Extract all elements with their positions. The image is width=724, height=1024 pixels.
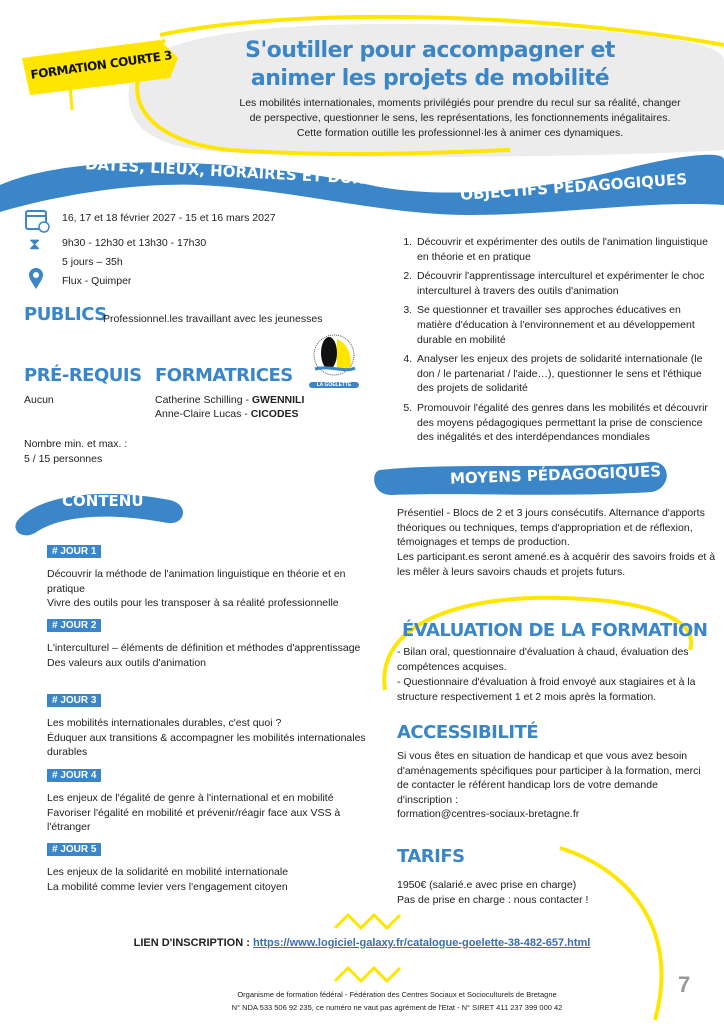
banner-objectifs: OBJECTIFS PÉDAGOGIQUES — [459, 170, 688, 204]
jour-badge: # JOUR 2 — [47, 619, 101, 632]
jour-line: Des valeurs aux outils d'animation — [47, 656, 207, 669]
intro-line-2: de perspective, questionner le sens, les représentations, les fonctionnements inégalitaires. — [249, 112, 671, 124]
horaires-text: 9h30 - 12h30 et 13h30 - 17h30 — [62, 237, 207, 249]
jour-line: Vivre des outils pour les transposer à sa réalité professionnelle — [47, 597, 339, 610]
jour-3 — [47, 690, 372, 760]
banner-dates: DATES, LIEUX, HORAIRES ET DURÉE — [84, 155, 385, 189]
moyens-text-2: Les participant.es seront amené.es à acquérir des savoirs froids et à les mêler à leurs savoirs chauds et projets futurs. — [397, 551, 716, 578]
publics-heading: PUBLICS — [24, 304, 107, 325]
objectif-item: 4. Analyser les enjeux des projets de solidarité internationale (le don / le partenariat / l'aide…), questionner le sens et l'éthique des projets de solidarité — [415, 352, 717, 396]
accessibilite-heading: ACCESSIBILITÉ — [397, 722, 539, 743]
formatrice-name: Catherine Schilling - — [155, 394, 252, 406]
page-title-line-1: S'outiller pour accompagner et — [245, 38, 615, 63]
evaluation-item-1: - Bilan oral, questionnaire d'évaluation à chaud, évaluation des compétences acquises. — [397, 646, 689, 673]
jour-line: Les mobilités internationales durables, c'est quoi ? — [47, 717, 282, 729]
logo-label: LA GOELETTE — [309, 382, 359, 388]
footer-line-1: Organisme de formation fédéral - Fédération des Centres Sociaux et Socioculturels de Bretagne — [237, 990, 557, 999]
jour-1 — [47, 541, 372, 611]
tarif-line-2: Pas de prise en charge : nous contacter ! — [397, 894, 589, 906]
prerequis-heading: PRÉ-REQUIS — [24, 365, 142, 386]
hourglass-icon: ⧗ — [29, 236, 41, 253]
intro-line-3: Cette formation outille les professionnel·les à animer ces dynamiques. — [296, 127, 624, 139]
page-title-line-2: animer les projets de mobilité — [250, 66, 610, 91]
jour-line: La mobilité comme levier vers l'engagement citoyen — [47, 880, 288, 893]
prerequis-text: Aucun — [24, 394, 54, 406]
effectif-value: 5 / 15 personnes — [24, 453, 103, 465]
lieu-text: Flux - Quimper — [62, 275, 132, 287]
formatrices-heading: FORMATRICES — [155, 365, 293, 386]
jour-4 — [47, 765, 372, 835]
formation-tag: FORMATION COURTE 3 — [29, 48, 173, 82]
jour-line: Les enjeux de l'égalité de genre à l'international et en mobilité — [47, 792, 334, 804]
calendar-icon — [24, 207, 50, 238]
effectif-label: Nombre min. et max. : — [24, 438, 128, 450]
inscription-label: LIEN D'INSCRIPTION : — [133, 937, 253, 949]
objectif-item: 5. Promouvoir l'égalité des genres dans les mobilités et découvrir des moyens pédagogiques permettant la prise de conscience des inégalités et des interdépendances mondiales — [415, 401, 717, 445]
formatrice-1 — [155, 393, 304, 408]
objectif-item: 2. Découvrir l'apprentissage interculturel et expérimenter le choc interculturel à travers des outils d'animation — [415, 269, 717, 298]
formatrice-name: Anne-Claire Lucas - — [155, 408, 251, 420]
jour-line: Favoriser l'égalité en mobilité et prévenir/réagir face aux VSS à l'étranger — [47, 806, 341, 834]
banner-moyens: MOYENS PÉDAGOGIQUES — [449, 462, 662, 488]
jour-badge: # JOUR 5 — [47, 843, 101, 856]
la-goelette-logo — [305, 333, 363, 388]
banner-contenu: CONTENU — [62, 492, 144, 510]
inscription-row — [0, 937, 724, 949]
objectif-item: 1. Découvrir et expérimenter des outils de l'animation linguistique en théorie et en pratique — [415, 235, 717, 264]
evaluation-heading: ÉVALUATION DE LA FORMATION — [402, 620, 708, 641]
formatrice-org: CICODES — [250, 408, 299, 420]
moyens-text-1: Présentiel - Blocs de 2 et 3 jours consécutifs. Alternance d'apports théoriques ou techniques, temps d'appropriation et de réflexion, témoignages et temps de production. — [397, 507, 705, 549]
jour-badge: # JOUR 4 — [47, 769, 101, 782]
accessibilite-email[interactable]: formation@centres-sociaux-bretagne.fr — [397, 808, 580, 820]
accessibilite-text: Si vous êtes en situation de handicap et que vous avez besoin d'aménagements spécifiques pour participer à la formation, merci de contacter le référent handicap lors de votre demande d'inscription : — [397, 750, 701, 806]
jour-2 — [47, 615, 372, 670]
evaluation-item-2: - Questionnaire d'évaluation à froid envoyé aux stagiaires et à la structure respectivement 1 et 2 mois après la formation. — [397, 676, 696, 703]
intro-line-1: Les mobilités internationales, moments privilégiés pour prendre du recul sur sa réalité, changer — [239, 97, 681, 109]
jour-line: L'interculturel – éléments de définition et méthodes d'apprentissage — [47, 642, 361, 654]
jour-line: Découvrir la méthode de l'animation linguistique en théorie et en pratique — [47, 568, 346, 595]
jour-line: Les enjeux de la solidarité en mobilité internationale — [47, 866, 289, 878]
jour-badge: # JOUR 1 — [47, 545, 101, 558]
jour-line: Éduquer aux transitions & accompagner les mobilités internationales durables — [47, 731, 366, 759]
jour-badge: # JOUR 3 — [47, 694, 101, 707]
formatrice-org: GWENNILI — [251, 394, 305, 406]
publics-text: Professionnel.les travaillant avec les jeunesses — [103, 313, 323, 325]
dates-text: 16, 17 et 18 février 2027 - 15 et 16 mars 2027 — [62, 212, 276, 224]
duree-text: 5 jours – 35h — [62, 256, 123, 268]
page-number: 7 — [678, 972, 691, 997]
tarif-line-1: 1950€ (salarié.e avec prise en charge) — [397, 879, 577, 891]
footer-line-2: N° NDA 533 506 92 235, ce numéro ne vaut pas agrément de l'Etat - N° SIRET 411 237 399 000 42 — [231, 1003, 563, 1012]
location-pin-icon — [28, 268, 44, 295]
objectif-item: 3. Se questionner et travailler ses approches éducatives en matière d'éducation à l'environnement et au développement durable en mobilité — [415, 303, 717, 347]
objectifs-list — [397, 235, 717, 450]
tarifs-heading: TARIFS — [397, 846, 465, 867]
jour-5 — [47, 839, 372, 894]
formatrice-2 — [155, 407, 299, 422]
inscription-link[interactable]: https://www.logiciel-galaxy.fr/catalogue-goelette-38-482-657.html — [252, 937, 591, 949]
